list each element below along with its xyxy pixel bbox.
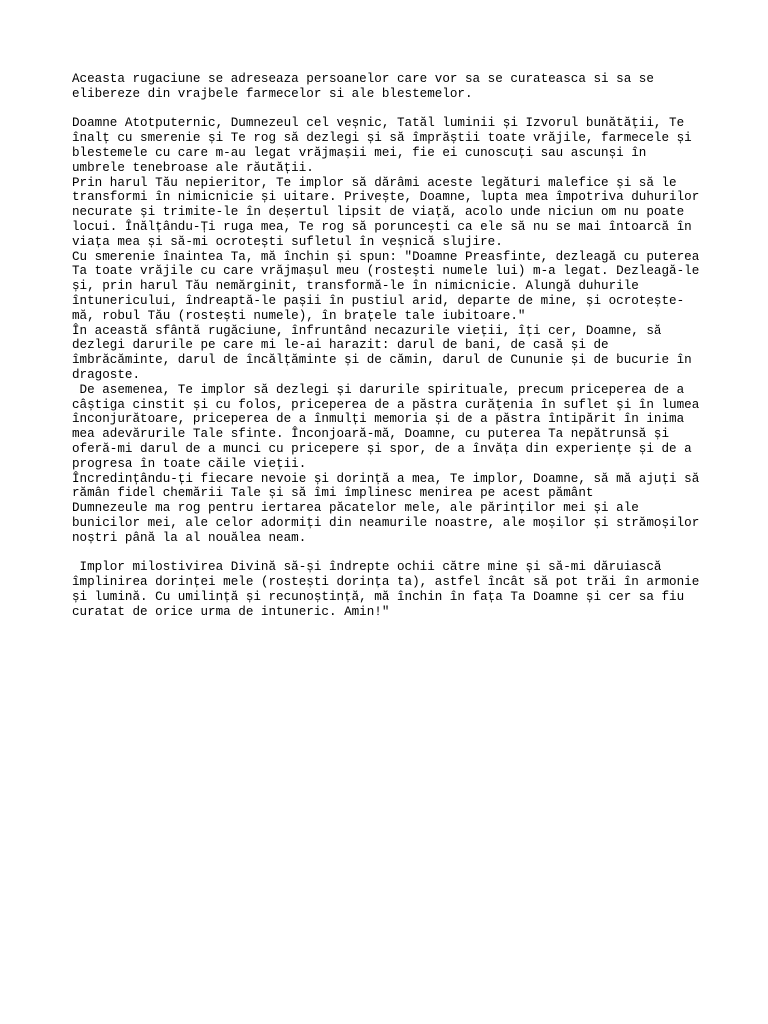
text-line: Dumnezeule ma rog pentru iertarea păcatelor mele, ale părinților mei și ale [72,501,639,516]
text-line: rămân fidel chemării Tale și să îmi împlinesc menirea pe acest pământ [72,486,594,501]
text-line: dezlegi darurile pe care mi le-ai harazit: darul de bani, de casă și de [72,338,609,353]
text-line: De asemenea, Te implor să dezlegi și darurile spirituale, precum priceperea de a [72,382,685,397]
text-line: elibereze din vrajbele farmecelor si ale blestemelor. [72,86,473,101]
text-line: Aceasta rugaciune se adreseaza persoanelor care vor sa se curateasca si sa se [72,72,654,86]
blank-line [72,102,712,117]
text-line: blestemele cu care m-au legat vrăjmașii mei, fie ei cunoscuți sau ascunși în [72,145,647,160]
text-line: curatat de orice urma de intuneric. Amin!" [72,604,390,619]
text-line: transformi în nimicnicie și uitare. Privește, Doamne, lupta mea împotriva duhurilor [72,190,700,205]
text-line: Cu smerenie înaintea Ta, mă închin și spun: "Doamne Preasfinte, dezleagă cu puterea [72,249,700,264]
text-line: Ta toate vrăjile cu care vrăjmașul meu (rostești numele lui) m-a legat. Dezleagă-le [72,264,700,279]
text-line: câștiga cinstit și cu folos, priceperea de a păstra curățenia în suflet și în lumea [72,397,700,412]
document-page [72,72,712,619]
text-line: Prin harul Tău nepieritor, Te implor să dărâmi aceste legături malefice și să le [72,175,677,190]
text-line: umbrele tenebroase ale răutății. [72,160,314,175]
text-line: și lumină. Cu umilință și recunoștință, mă închin în fața Ta Doamne și cer sa fiu [72,589,685,604]
text-line: întunericului, îndreaptă-le pașii în pustiul arid, departe de mine, și ocrotește- [72,293,685,308]
text-line: înalț cu smerenie și Te rog să dezlegi și să împrăștii toate vrăjile, farmecele și [72,131,692,146]
text-line: mea adevărurile Tale sfinte. Înconjoară-mă, Doamne, cu puterea Ta nepătrunsă și [72,427,670,442]
text-line: oferă-mi darul de a munci cu pricepere și spor, de a învăța din experiențe și de a [72,441,692,456]
text-line: locui. Înălțându-Ți ruga mea, Te rog să poruncești ca ele să nu se mai întoarcă în [72,219,692,234]
text-line: Doamne Atotputernic, Dumnezeul cel veșnic, Tatăl luminii și Izvorul bunătății, Te [72,116,685,131]
text-line: viața mea și să-mi ocrotești sufletul în veșnică slujire. [72,234,503,249]
text-line: necurate și trimite-le în deșertul lipsit de viață, acolo unde niciun om nu poate [72,205,685,220]
text-line: Încredințându-ți fiecare nevoie și dorință a mea, Te implor, Doamne, să mă ajuți să [72,471,700,486]
text-line: îmbrăcăminte, darul de încălțăminte și de cămin, darul de Cununie și de bucurie în [72,353,692,368]
text-line: împlinirea dorinței mele (rostești dorința ta), astfel încât să pot trăi în armonie [72,575,700,590]
text-line: înconjurătoare, priceperea de a înmulți memoria și de a păstra întipărit în inima [72,412,685,427]
text-line: În această sfântă rugăciune, înfruntând necazurile vieții, îți cer, Doamne, să [72,323,662,338]
text-line: Implor milostivirea Divină să-și îndrepte ochii către mine și să-mi dăruiască [72,560,662,575]
text-line: noștri până la al nouălea neam. [72,530,307,545]
text-line: mă, robul Tău (rostești numele), în brațele tale iubitoare." [72,308,526,323]
blank-line [72,546,712,561]
text-line: bunicilor mei, ale celor adormiți din neamurile noastre, ale moșilor și strămoșilor [72,515,700,530]
text-line: progresa în toate căile vieții. [72,456,307,471]
text-line: dragoste. [72,367,141,382]
text-line: și, prin harul Tău nemărginit, transformă-le în nimicnicie. Alungă duhurile [72,279,639,294]
